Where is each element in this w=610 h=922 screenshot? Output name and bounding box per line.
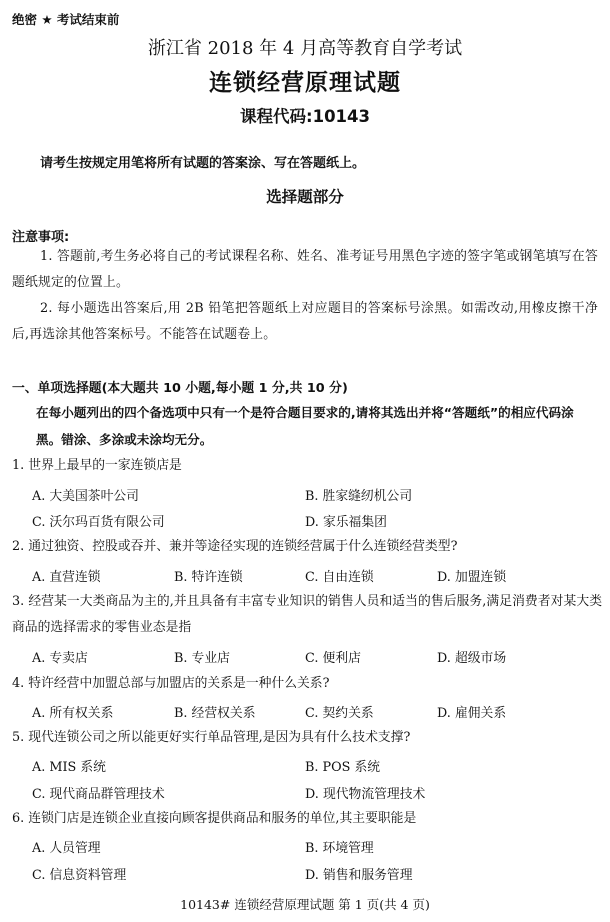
question [12,806,602,832]
question-stem: 2. 通过独资、控股或吞并、兼并等途径实现的连锁经营属于什么连锁经营类型? [12,539,458,554]
question-stem: 4. 特许经营中加盟总部与加盟店的关系是一种什么关系? [12,676,330,691]
option: C. 信息资料管理 [32,868,127,883]
paper-title: 连锁经营原理试题 [209,70,401,96]
question [12,453,602,479]
note-item: 1. 答题前,考生务必将自己的考试课程名称、姓名、准考证号用黑色字迹的签字笔或钢笔填写在答题纸规定的位置上。 [12,249,598,290]
question [12,589,602,641]
option: A. MIS 系统 [32,760,106,775]
option: C. 沃尔玛百货有限公司 [32,515,165,530]
option: D. 加盟连锁 [437,570,507,585]
question-stem: 6. 连锁门店是连锁企业直接向顾客提供商品和服务的单位,其主要职能是 [12,811,417,826]
option: C. 现代商品群管理技术 [32,787,165,802]
option: A. 专卖店 [32,651,88,666]
option: B. POS 系统 [305,760,381,775]
question-stem: 1. 世界上最早的一家连锁店是 [12,458,182,473]
question [12,671,602,697]
option: B. 特许连锁 [174,570,243,585]
option: D. 家乐福集团 [305,515,387,530]
option: A. 人员管理 [32,841,101,856]
general-instruction: 请考生按规定用笔将所有试题的答案涂、写在答题纸上。 [40,156,366,171]
option: A. 所有权关系 [32,706,114,721]
exam-name: 浙江省 2018 年 4 月高等教育自学考试 [147,38,463,59]
option: B. 经营权关系 [174,706,256,721]
option: C. 自由连锁 [305,570,374,585]
option: A. 直营连锁 [32,570,101,585]
option: B. 环境管理 [305,841,374,856]
page-footer: 10143# 连锁经营原理试题 第 1 页(共 4 页) [180,897,430,912]
section-heading: 一、单项选择题(本大题共 10 小题,每小题 1 分,共 10 分) [12,381,348,396]
question [12,534,602,560]
question [12,725,602,751]
option: C. 契约关系 [305,706,374,721]
option: D. 销售和服务管理 [305,868,413,883]
option: D. 现代物流管理技术 [305,787,426,802]
part-title: 选择题部分 [266,188,344,206]
course-code: 课程代码:10143 [239,107,370,126]
confidential-mark: 绝密 ★ 考试结束前 [12,12,120,27]
option: D. 雇佣关系 [437,706,507,721]
section-instruction: 在每小题列出的四个备选项中只有一个是符合题目要求的,请将其选出并将“答题纸”的相应代码涂黑。错涂、多涂或未涂均无分。 [36,405,574,447]
option: B. 胜家缝纫机公司 [305,489,413,504]
option: C. 便利店 [305,651,361,666]
question-stem: 5. 现代连锁公司之所以能更好实行单品管理,是因为具有什么技术支撑? [12,730,411,745]
option: B. 专业店 [174,651,230,666]
question-stem: 3. 经营某一大类商品为主的,并且具备有丰富专业知识的销售人员和适当的售后服务,满足消费者对某大类商品的选择需求的零售业态是指 [12,594,602,635]
notes-heading: 注意事项: [12,230,70,245]
note-item: 2. 每小题选出答案后,用 2B 铅笔把答题纸上对应题目的答案标号涂黑。如需改动,用橡皮擦干净后,再选涂其他答案标号。不能答在试题卷上。 [12,301,598,342]
option: A. 大美国茶叶公司 [32,489,139,504]
option: D. 超级市场 [437,651,507,666]
